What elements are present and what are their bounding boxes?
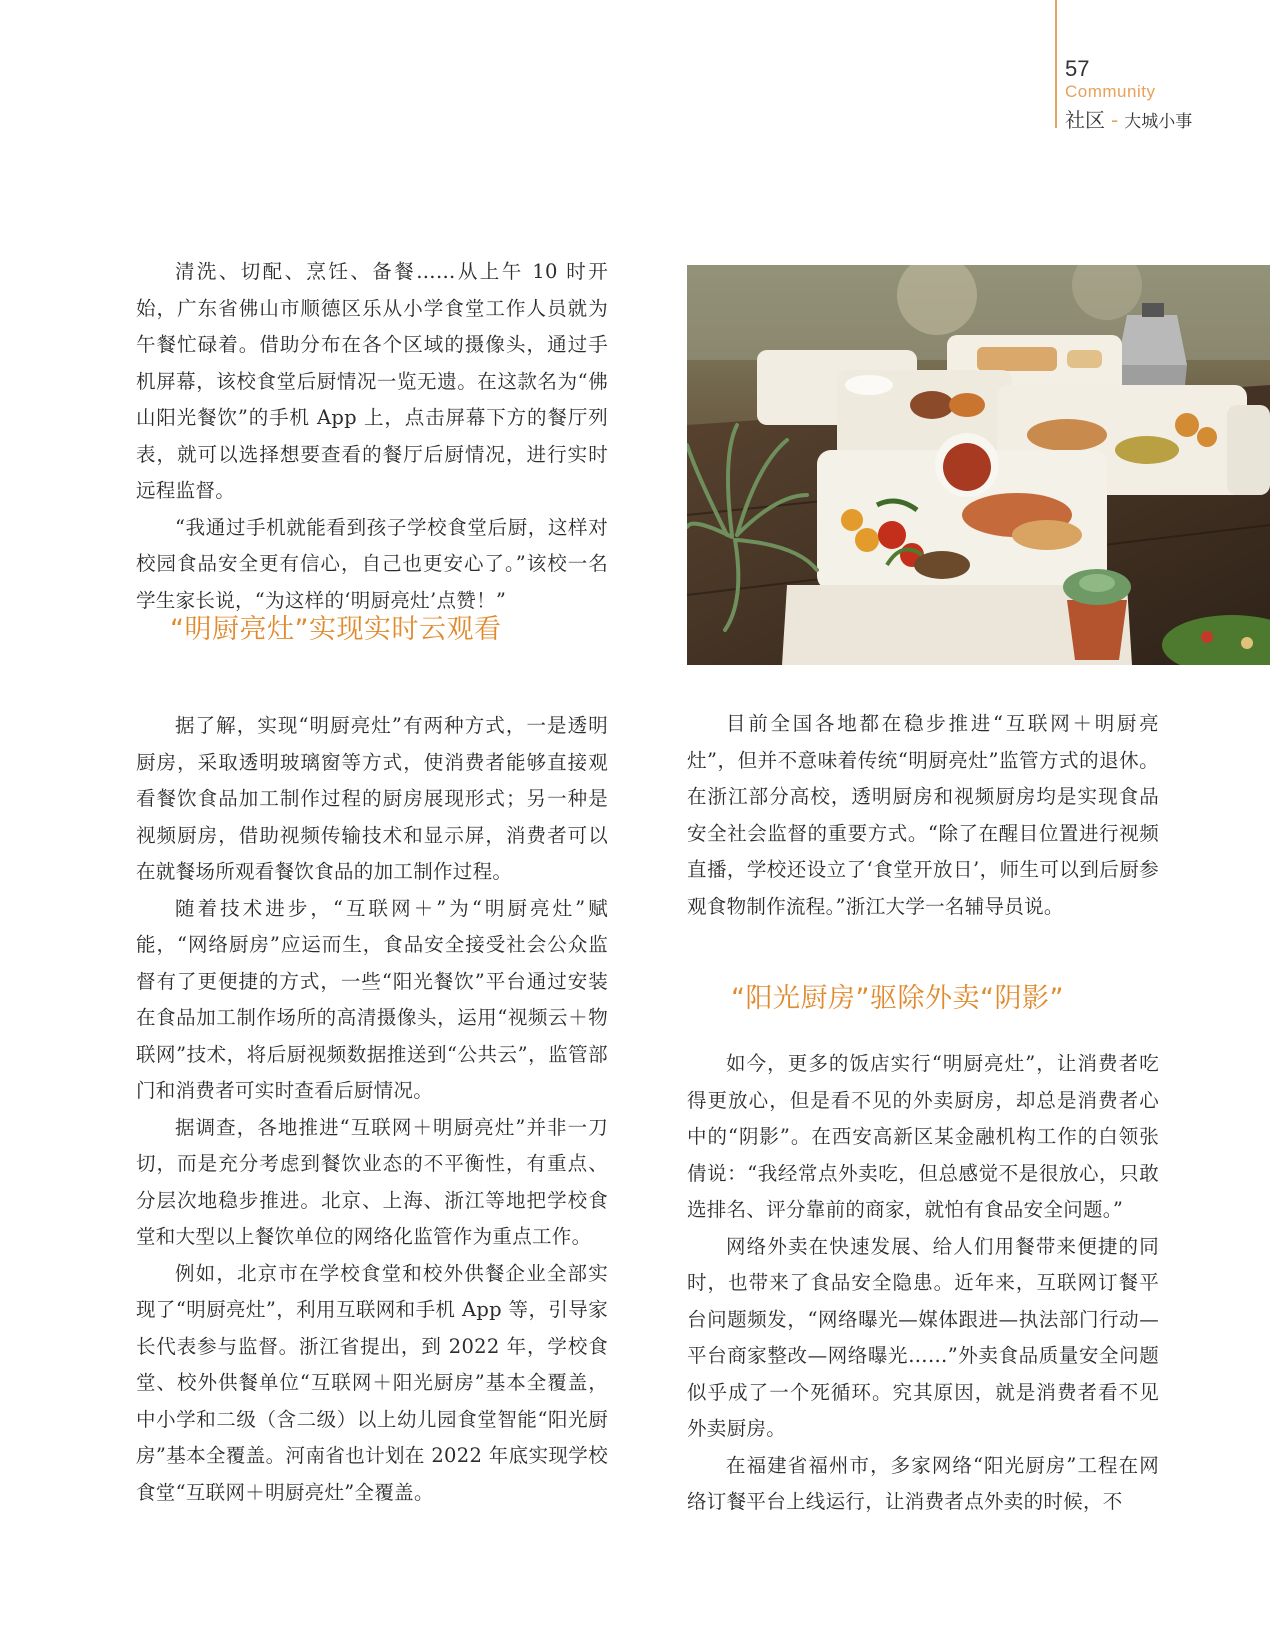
section-title: 社区 [1065, 108, 1105, 132]
section-subtitle: 大城小事 [1124, 112, 1193, 132]
right-column-top [687, 706, 1159, 925]
section-separator: - [1111, 108, 1119, 132]
header-rule [1055, 0, 1057, 128]
food-photo [687, 265, 1270, 665]
article-paragraph: 据调查，各地推进“互联网＋明厨亮灶”并非一刀切，而是充分考虑到餐饮业态的不平衡性，有重点、分层次地稳步推进。北京、上海、浙江等地把学校食堂和大型以上餐饮单位的网络化监管作为重点工作。 [136, 1115, 608, 1248]
section-name-cn [1065, 104, 1192, 133]
article-paragraph: 目前全国各地都在稳步推进“互联网＋明厨亮灶”，但并不意味着传统“明厨亮灶”监管方式的退休。在浙江部分高校，透明厨房和视频厨房均是实现食品安全社会监督的重要方式。“除了在醒目位置进行视频直播，学校还设立了‘食堂开放日’，师生可以到后厨参观食物制作流程。”浙江大学一名辅导员说。 [687, 712, 1159, 918]
article-paragraph: 随着技术进步，“互联网＋”为“明厨亮灶”赋能，“网络厨房”应运而生，食品安全接受社会公众监督有了更便捷的方式，一些“阳光餐饮”平台通过安装在食品加工制作场所的高清摄像头，运用“视频云＋物联网”技术，将后厨视频数据推送到“公共云”，监管部门和消费者可实时查看后厨情况。 [136, 896, 608, 1102]
article-paragraph: 据了解，实现“明厨亮灶”有两种方式，一是透明厨房，采取透明玻璃窗等方式，使消费者能够直接观看餐饮食品加工制作过程的厨房展现形式；另一种是视频厨房，借助视频传输技术和显示屏，消费者可以在就餐场所观看餐饮食品的加工制作过程。 [136, 714, 608, 883]
section-heading: “明厨亮灶”实现实时云观看 [170, 614, 502, 645]
article-paragraph: 在福建省福州市，多家网络“阳光厨房”工程在网络订餐平台上线运行，让消费者点外卖的时候，不 [687, 1453, 1159, 1513]
article-paragraph: 网络外卖在快速发展、给人们用餐带来便捷的同时，也带来了食品安全隐患。近年来，互联网订餐平台问题频发，“网络曝光—媒体跟进—执法部门行动—平台商家整改—网络曝光……”外卖食品质量安全问题似乎成了一个死循环。究其原因，就是消费者看不见外卖厨房。 [687, 1234, 1159, 1440]
left-column-top [136, 254, 608, 619]
article-paragraph: 清洗、切配、烹饪、备餐……从上午 10 时开始，广东省佛山市顺德区乐从小学食堂工作人员就为午餐忙碌着。借助分布在各个区域的摄像头，通过手机屏幕，该校食堂后厨情况一览无遗。在这款名为“佛山阳光餐饮”的手机 App 上，点击屏幕下方的餐厅列表，就可以选择想要查看的餐厅后厨情况，进行实时远程监督。 [136, 260, 608, 502]
left-column-bottom [136, 708, 608, 1511]
article-paragraph: 例如，北京市在学校食堂和校外供餐企业全部实现了“明厨亮灶”，利用互联网和手机 App 等，引导家长代表参与监督。浙江省提出，到 2022 年，学校食堂、校外供餐单位“互联网＋阳光厨房”基本全覆盖，中小学和二级（含二级）以上幼儿园食堂智能“阳光厨房”基本全覆盖。河南省也计划在 2022 年底实现学校食堂“互联网＋明厨亮灶”全覆盖。 [136, 1261, 608, 1504]
page-number: 57 [1065, 56, 1090, 81]
article-paragraph: 如今，更多的饭店实行“明厨亮灶”，让消费者吃得更放心，但是看不见的外卖厨房，却总是消费者心中的“阴影”。在西安高新区某金融机构工作的白领张倩说：“我经常点外卖吃，但总感觉不是很放心，只敢选排名、评分靠前的商家，就怕有食品安全问题。” [687, 1052, 1159, 1221]
article-paragraph: “我通过手机就能看到孩子学校食堂后厨，这样对校园食品安全更有信心，自己也更安心了。”该校一名学生家长说，“为这样的‘明厨亮灶’点赞！” [136, 515, 608, 612]
section-heading: “阳光厨房”驱除外卖“阴影” [731, 983, 1064, 1014]
section-name-en: Community [1065, 82, 1156, 101]
right-column-bottom [687, 1046, 1159, 1521]
